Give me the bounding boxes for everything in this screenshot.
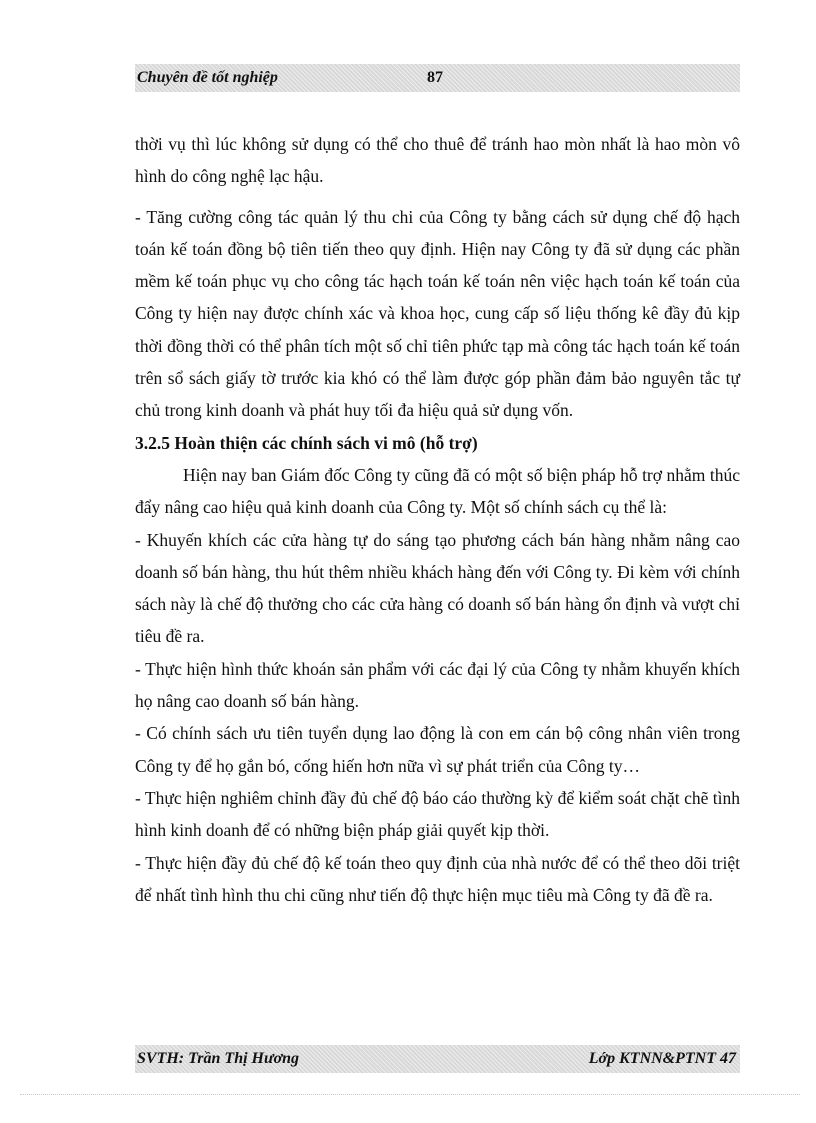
page-header [135,64,740,92]
paragraph-continuation: thời vụ thì lúc không sử dụng có thể cho thuê để tránh hao mòn nhất là hao mòn vô hình do công nghệ lạc hậu. [135,134,740,187]
section-heading: 3.2.5 Hoàn thiện các chính sách vi mô (hỗ trợ) [135,432,478,453]
page-number: 87 [427,69,443,86]
page-footer [135,1045,740,1073]
bullet-reporting: - Thực hiện nghiêm chỉnh đầy đủ chế độ báo cáo thường kỳ để kiểm soát chặt chẽ tình hình kinh doanh để có những biện pháp giải quyết kịp thời. [135,787,740,841]
bullet-accounting-regime: - Thực hiện đầy đủ chế độ kế toán theo quy định của nhà nước để có thể theo dõi triệt để nhất tình hình thu chi cũng như tiến độ thực hiện mục tiêu mà Công ty đã đề ra. [135,852,740,905]
bullet-product-contracting: - Thực hiện hình thức khoán sản phẩm với các đại lý của Công ty nhằm khuyến khích họ nâng cao doanh số bán hàng. [135,658,740,712]
footer-author: SVTH: Trần Thị Hương [137,1050,300,1067]
header-title: Chuyên đề tốt nghiệp [137,69,278,86]
paragraph-accounting: - Tăng cường công tác quản lý thu chi của Công ty bằng cách sử dụng chế độ hạch toán kế toán đồng bộ tiên tiến theo quy định. Hiện nay Công ty đã sử dụng các phần mềm kế toán phục vụ cho công tác hạch toán kế toán nên việc hạch toán kế toán của Công ty hiện nay được chính xác và khoa học, cung cấp số liệu thống kê đầy đủ kịp thời đồng thời có thể phân tích một số chỉ tiên phức tạp mà công tác hạch toán kế toán trên sổ sách giấy tờ trước kia khó có thể làm được góp phần đảm bảo nguyên tắc tự chủ trong kinh doanh và phát huy tối đa hiệu quả sử dụng vốn. [135,206,740,421]
page-bottom-divider [20,1094,800,1095]
page-content [135,128,740,911]
paragraph-intro: Hiện nay ban Giám đốc Công ty cũng đã có một số biện pháp hỗ trợ nhằm thúc đẩy nâng cao hiệu quả kinh doanh của Công ty. Một số chính sách cụ thể là: [135,464,740,518]
footer-class: Lớp KTNN&PTNT 47 [588,1050,736,1067]
bullet-recruitment: - Có chính sách ưu tiên tuyển dụng lao động là con em cán bộ công nhân viên trong Công ty để họ gắn bó, cống hiến hơn nữa vì sự phát triển của Công ty… [135,723,740,776]
bullet-encourage-stores: - Khuyến khích các cửa hàng tự do sáng tạo phương cách bán hàng nhằm nâng cao doanh số bán hàng, thu hút thêm nhiều khách hàng đến với Công ty. Đi kèm với chính sách này là chế độ thưởng cho các cửa hàng có doanh số bán hàng ổn định và vượt chỉ tiêu đề ra. [135,529,740,647]
